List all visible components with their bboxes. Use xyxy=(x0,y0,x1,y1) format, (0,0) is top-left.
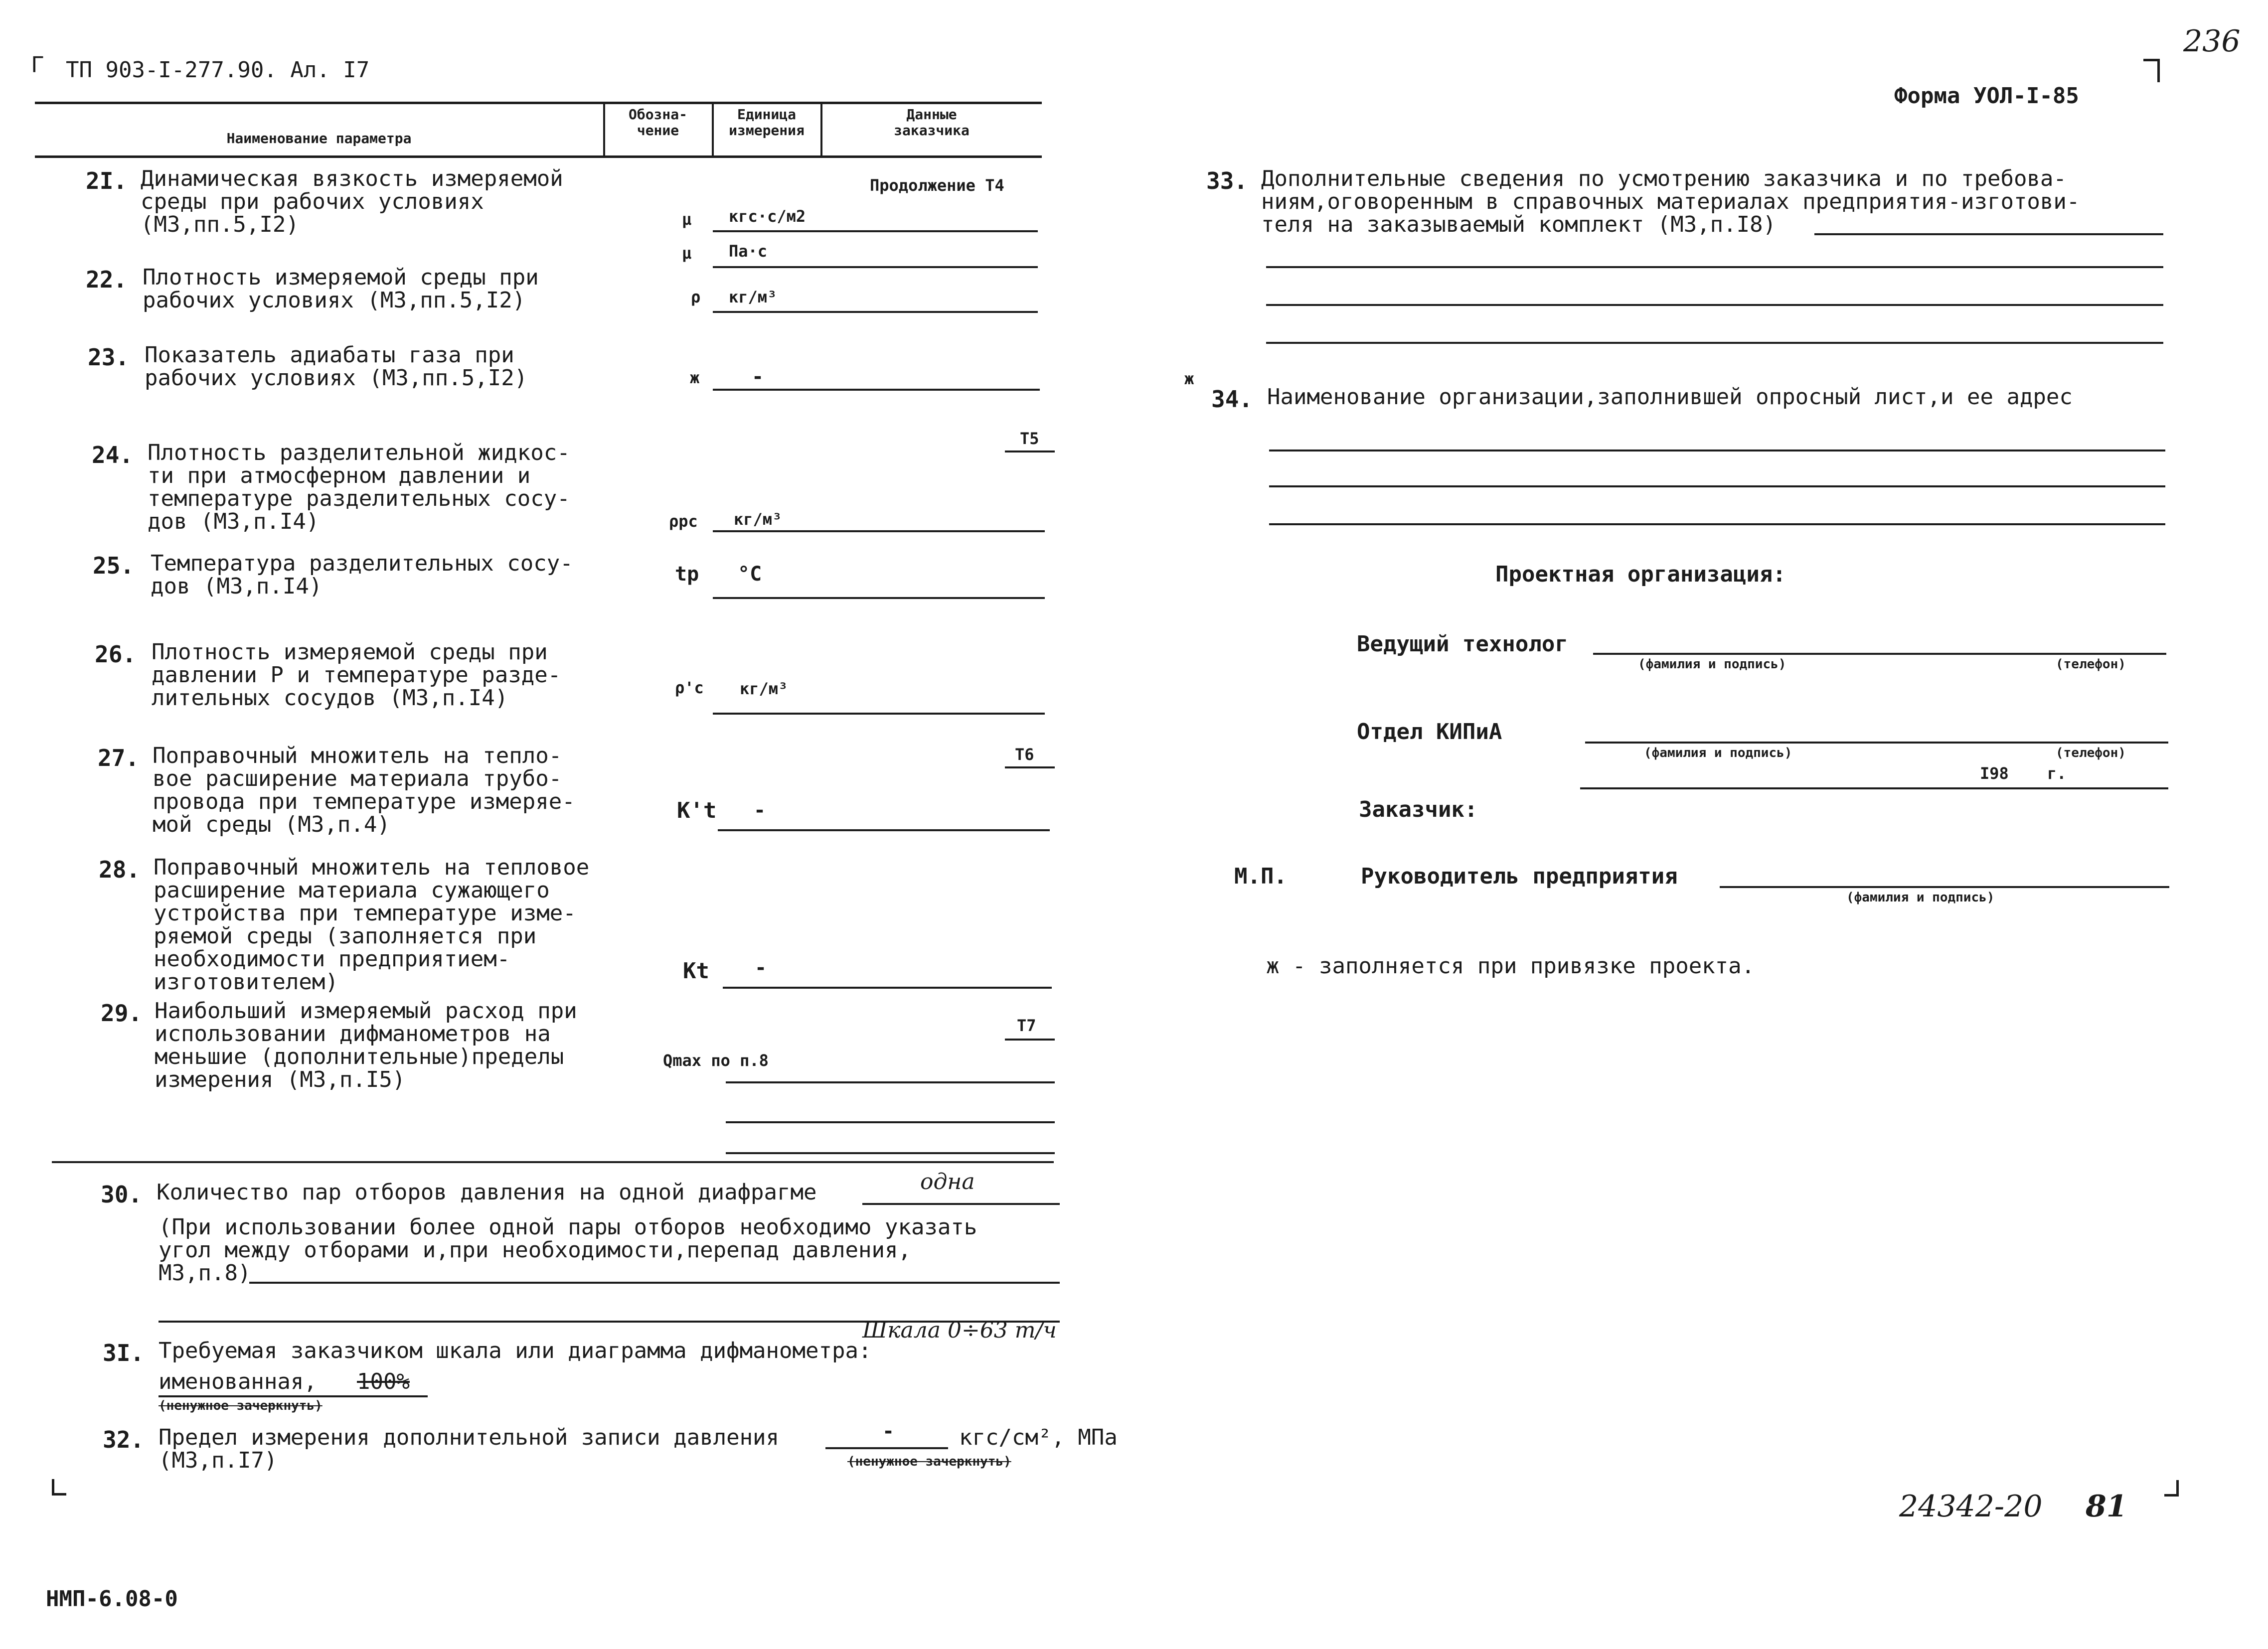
head-line[interactable] xyxy=(1720,886,2169,888)
item-27-marker: Т6 xyxy=(1015,745,1034,764)
item-23-symbol: ж xyxy=(690,368,700,387)
item-26-unit: кг/м³ xyxy=(740,679,788,698)
item-33-line-3[interactable] xyxy=(1266,304,2163,306)
project-org-heading: Проектная организация: xyxy=(1495,562,1786,587)
head-label: Руководитель предприятия xyxy=(1361,864,1678,889)
item-27-text: Поправочный множитель на тепло- вое расширение материала трубо- провода при температуре измеряе- мой среды (М3,п.4) xyxy=(153,743,575,837)
item-31-underline xyxy=(159,1395,428,1397)
item-32-ref: (М3,п.I7) xyxy=(159,1448,278,1473)
item-28-text: Поправочный множитель на тепловое расширение материала сужающего устройства при температуре изме- ряемой среды (заполняется при необходимости предприятием- изготовителем) xyxy=(154,855,590,995)
item-24-marker: Т5 xyxy=(1020,429,1039,448)
item-24-marker-line xyxy=(1005,450,1055,452)
item-29-marker: Т7 xyxy=(1017,1016,1036,1035)
customer-label: Заказчик: xyxy=(1359,797,1478,822)
item-33-line-1[interactable] xyxy=(1814,233,2163,235)
kip-dept-phone-hint: (телефон) xyxy=(2056,746,2126,760)
item-27-marker-line xyxy=(1005,766,1055,768)
item-34-number: 34. xyxy=(1211,386,1253,413)
lead-technologist-name-hint: (фамилия и подпись) xyxy=(1638,657,1786,672)
item-32-units: кгс/см², МПа xyxy=(959,1425,1118,1450)
item-32-line[interactable] xyxy=(825,1447,948,1449)
col-header-unit: Единица измерения xyxy=(729,106,805,139)
item-32-value: - xyxy=(882,1420,895,1443)
item-26-symbol: ρ'с xyxy=(675,678,704,697)
item-34-text: Наименование организации,заполнившей опросный лист,и ее адрес xyxy=(1267,384,2073,410)
col-header-name: Наименование параметра xyxy=(226,130,412,147)
item-34-line-1[interactable] xyxy=(1269,450,2165,451)
date-year: I98 г. xyxy=(1980,764,2067,783)
col-header-customer: Данные заказчика xyxy=(894,106,970,139)
head-name-hint: (фамилия и подпись) xyxy=(1846,890,1995,905)
item-34-line-2[interactable] xyxy=(1269,485,2165,487)
form-name: Форма УОЛ-I-85 xyxy=(1894,83,2079,109)
item-27-symbol: К't xyxy=(677,798,717,823)
item-23-number: 23. xyxy=(88,344,130,371)
item-30-note: (При использовании более одной пары отборов необходимо указать угол между отборами и,при необходимости,перепад давления, М3,п.8) xyxy=(159,1214,977,1286)
item-31-option-2: 100% xyxy=(357,1369,410,1394)
item-22-line[interactable] xyxy=(713,311,1038,313)
item-22-text: Плотность измеряемой среды при рабочих условиях (М3,пп.5,I2) xyxy=(143,265,539,313)
item-26-number: 26. xyxy=(95,641,137,668)
item-31-option-1: именованная, xyxy=(159,1369,317,1394)
item-31-handwritten: Шкала 0÷63 т/ч xyxy=(862,1318,1057,1343)
item-24-unit: кг/м³ xyxy=(734,510,782,529)
item-21-text: Динамическая вязкость измеряемой среды при рабочих условиях (М3,пп.5,I2) xyxy=(141,166,563,237)
item-25-text: Температура разделительных сосу- дов (М3,п.I4) xyxy=(151,551,573,599)
item-21-symbol-1: μ xyxy=(682,210,692,229)
item-33-text: Дополнительные сведения по усмотрению заказчика и по требова- ниям,оговоренным в справочных материалах предприятия-изготови- теля на заказываемый комплект (М3,п.I8) xyxy=(1261,166,2080,237)
item-24-text: Плотность разделительной жидкос- ти при атмосферном давлении и температуре разделительных сосу- дов (М3,п.I4) xyxy=(148,440,570,534)
item-32-number: 32. xyxy=(103,1426,145,1453)
sheet-number: 81 xyxy=(2086,1489,2127,1524)
item-24-symbol: ρрс xyxy=(669,512,698,531)
bottom-code: НМП-6.08-0 xyxy=(46,1586,178,1612)
item-27-number: 27. xyxy=(98,745,140,771)
section-separator xyxy=(52,1161,1054,1163)
item-33-number: 33. xyxy=(1206,167,1248,194)
item-34-asterisk: ж xyxy=(1184,369,1194,388)
item-34-line-3[interactable] xyxy=(1269,523,2165,525)
item-28-value: - xyxy=(755,956,767,979)
kip-dept-line[interactable] xyxy=(1585,742,2168,744)
table-header-rule xyxy=(35,155,1042,158)
item-32-strike-note: (ненужное зачеркнуть) xyxy=(847,1454,1011,1469)
item-29-symbol: Qmax по п.8 xyxy=(663,1051,769,1070)
item-21-line-1[interactable] xyxy=(713,230,1038,232)
item-30-line[interactable] xyxy=(862,1203,1060,1205)
item-27-line[interactable] xyxy=(718,829,1050,831)
item-31-strike-note: (ненужное зачеркнуть) xyxy=(159,1398,323,1413)
item-24-line[interactable] xyxy=(713,530,1045,532)
item-21-unit-2: Па·с xyxy=(729,242,768,261)
item-29-line-3[interactable] xyxy=(726,1152,1055,1154)
item-21-symbol-2: μ xyxy=(682,244,692,263)
page-number: 236 xyxy=(2183,24,2241,59)
item-24-number: 24. xyxy=(92,442,134,468)
item-26-line[interactable] xyxy=(713,713,1045,715)
item-30-number: 30. xyxy=(101,1181,143,1208)
item-30-label: Количество пар отборов давления на одной диафрагме xyxy=(157,1180,817,1205)
item-29-line-1[interactable] xyxy=(726,1081,1055,1083)
item-21-number: 2I. xyxy=(86,167,128,194)
corner-mark-bottom-left xyxy=(52,1479,66,1496)
lead-technologist-line[interactable] xyxy=(1593,653,2166,655)
item-22-symbol: ρ xyxy=(691,288,701,306)
item-31-number: 3I. xyxy=(103,1340,145,1366)
doc-number: 24342-20 xyxy=(1899,1489,2043,1524)
item-31-label: Требуемая заказчиком шкала или диаграмма дифманометра: xyxy=(159,1338,872,1363)
item-33-line-4[interactable] xyxy=(1266,342,2163,344)
item-21-line-2[interactable] xyxy=(713,266,1038,268)
item-21-unit-1: кгс·с/м2 xyxy=(729,207,806,226)
item-29-marker-line xyxy=(1005,1039,1055,1041)
item-30-note-line-1[interactable] xyxy=(249,1282,1060,1284)
lead-technologist-phone-hint: (телефон) xyxy=(2056,657,2126,672)
kip-dept-label: Отдел КИПиА xyxy=(1357,719,1502,745)
item-30-value: одна xyxy=(920,1169,975,1195)
col-header-symbol: Обозна- чение xyxy=(628,106,687,139)
item-23-value: - xyxy=(752,365,764,388)
kip-dept-name-hint: (фамилия и подпись) xyxy=(1644,746,1792,760)
continuation-label: Продолжение Т4 xyxy=(870,176,1004,195)
item-28-symbol: Кt xyxy=(683,958,709,984)
item-29-number: 29. xyxy=(101,1000,143,1027)
corner-mark-bottom-right xyxy=(2164,1480,2179,1497)
item-22-number: 22. xyxy=(86,266,128,293)
corner-mark-top-left: Г xyxy=(31,52,44,78)
item-29-line-2[interactable] xyxy=(726,1121,1055,1123)
item-26-text: Плотность измеряемой среды при давлении Р и температуре разде- лительных сосудов (М3,п.I4) xyxy=(152,639,561,711)
table-top-rule xyxy=(35,102,1042,104)
corner-mark-top-right xyxy=(2143,59,2160,82)
seal-placeholder: М.П. xyxy=(1234,864,1287,889)
item-28-line[interactable] xyxy=(723,987,1052,989)
item-23-line[interactable] xyxy=(713,389,1040,391)
lead-technologist-label: Ведущий технолог xyxy=(1357,631,1568,657)
item-23-text: Показатель адиабаты газа при рабочих условиях (М3,пп.5,I2) xyxy=(145,342,528,391)
item-25-line[interactable] xyxy=(713,597,1045,599)
doc-code: ТП 903-I-277.90. Ал. I7 xyxy=(66,57,370,83)
item-27-value: - xyxy=(754,799,766,822)
item-29-text: Наибольший измеряемый расход при использовании дифманометров на меньшие (дополнительные)пределы измерения (М3,п.I5) xyxy=(155,998,577,1092)
item-25-symbol: tр xyxy=(675,563,699,586)
item-25-unit: °С xyxy=(738,563,762,586)
footnote: ж - заполняется при привязке проекта. xyxy=(1266,953,1755,979)
item-32-label: Предел измерения дополнительной записи давления xyxy=(159,1425,780,1450)
item-22-unit: кг/м³ xyxy=(729,288,777,306)
item-33-line-2[interactable] xyxy=(1266,266,2163,268)
date-line[interactable] xyxy=(1580,787,2168,789)
item-28-number: 28. xyxy=(99,856,141,883)
item-25-number: 25. xyxy=(93,552,135,579)
